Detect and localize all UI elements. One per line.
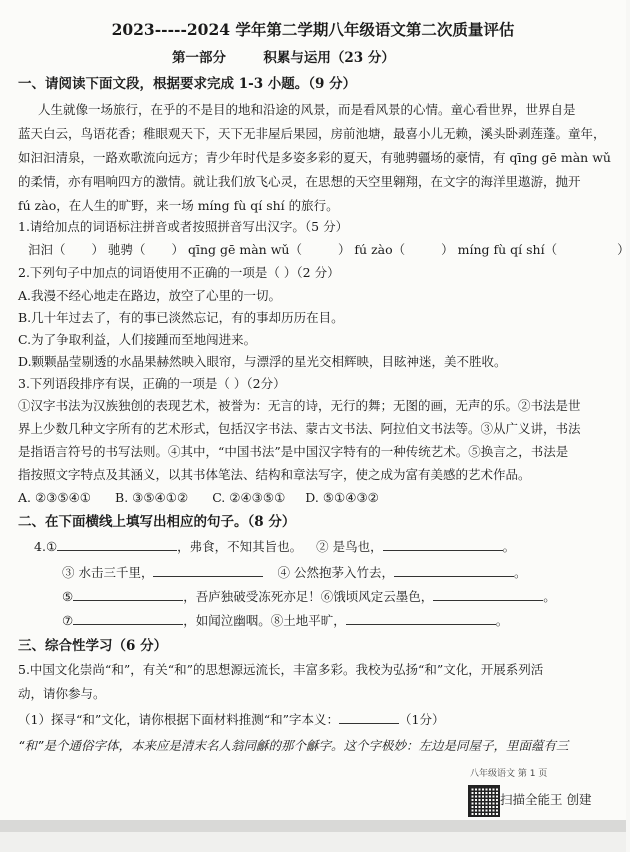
passage-line: 人生就像一场旅行，在乎的不是目的地和沿途的风景，而是看风景的心情。童心看世界，世界自是 — [38, 102, 576, 117]
answer-blank[interactable] — [153, 566, 263, 577]
answer-blank[interactable] — [383, 540, 503, 551]
q1-answer-row — [28, 242, 630, 258]
fill-text: ，如闻泣幽咽。⑧土地平旷， — [183, 613, 346, 628]
question-1: 1.请给加点的词语标注拼音或者按照拼音写出汉字。（5 分） — [18, 219, 349, 234]
fill-text: ① — [45, 539, 58, 554]
answer-blank[interactable] — [394, 566, 514, 577]
q3-text: 是指语言符号的书写法则。④其中，“中国书法”是中国汉字特有的一种传统艺术。⑤换言之，书法是 — [18, 444, 569, 459]
fill-line-4 — [62, 613, 612, 629]
q1-item: ） qīng gē màn wǔ（ — [171, 242, 302, 257]
part-label — [172, 50, 612, 66]
passage-line: fú zào，在人生的旷野，来一场 míng fù qí shí 的旅行。 — [18, 198, 339, 213]
q5-text: 5.中国文化崇尚“和”，有关“和”的思想源远流长，丰富多彩。我校为弘扬“和”文化，开展系列活 — [18, 662, 544, 677]
q3-text: ①汉字书法为汉族独创的表现艺术，被誉为：无言的诗，无行的舞；无图的画，无声的乐。②书法是世 — [18, 398, 581, 413]
fill-text: ③ 水击三千里， — [62, 565, 154, 580]
q3-text: 界上少数几种文字所有的艺术形式，包括汉字书法、蒙古文书法、阿拉伯文书法等。③从广义讲，书法 — [18, 421, 581, 436]
q3-option: C. ②④③⑤① — [212, 490, 286, 505]
fill-line-2 — [62, 565, 612, 581]
fill-text: 。 — [495, 613, 509, 628]
section2-heading: 二、在下面横线上填写出相应的句子。（8 分） — [18, 514, 296, 530]
q5-sub1-text: （1）探寻“和”文化，请你根据下面材料推测“和”字本义： — [18, 712, 340, 727]
q1-item: ） míng fù qí shí（ — [441, 242, 558, 257]
q4-label: 4. — [34, 539, 46, 554]
passage-line: 如汩汩清泉，一路欢歌流向远方；青少年时代是多姿多彩的夏天，有驰骋疆场的豪情，有 qīng gē màn wǔ — [18, 150, 611, 165]
material-text: “和”是个通俗字体，本来应是清末名人翁同龢的那个龢字。这个字极妙：左边是同屋子，里面蕴有三 — [18, 738, 569, 753]
q3-option: A. ②③⑤④① — [18, 490, 92, 505]
fill-text: ④ 公然抱茅入竹去， — [277, 565, 394, 580]
fill-text: 。 — [513, 565, 527, 580]
q1-item: ） 驰骋（ — [91, 242, 146, 257]
section3-heading: 三、综合性学习（6 分） — [18, 638, 168, 654]
question-2: 2.下列句子中加点的词语使用不正确的一项是（ ）（2 分） — [18, 265, 340, 280]
q2-option: B.几十年过去了，有的事已淡然忘记，有的事却历历在目。 — [18, 310, 344, 325]
fill-text: ⑦ — [62, 613, 74, 628]
q3-options — [18, 490, 612, 506]
page-note: 八年级语文 第 1 页 — [470, 769, 548, 779]
question-3: 3.下列语段排序有误，正确的一项是（ ）（2分） — [18, 376, 286, 391]
passage-line: 的柔情，亦有唱响四方的激情。就让我们放飞心灵，在思想的天空里翱翔，在文字的海洋里遨游，抛开 — [18, 174, 581, 189]
q1-item: ） — [617, 242, 630, 257]
fill-line-1 — [34, 539, 612, 555]
answer-blank[interactable] — [339, 713, 399, 724]
fill-text: 。 — [543, 589, 556, 604]
answer-blank[interactable] — [433, 590, 543, 601]
fill-text: ② 是鸟也， — [316, 539, 383, 554]
answer-blank[interactable] — [346, 614, 496, 625]
q5-text: 动，请你参与。 — [18, 686, 106, 701]
q2-option: D.颗颗晶莹剔透的水晶果赫然映入眼帘，与漂浮的星光交相辉映，目眩神迷，美不胜收。 — [18, 354, 507, 369]
fill-text: 。 — [502, 539, 516, 554]
part-number: 第一部分 — [172, 50, 226, 66]
section1-heading: 一、请阅读下面文段，根据要求完成 1-3 小题。（9 分） — [18, 76, 357, 92]
q2-option: C.为了争取利益，人们接踵而至地闯进来。 — [18, 332, 257, 347]
q1-item: 汩汩（ — [28, 242, 66, 257]
page-divider — [0, 820, 626, 832]
fill-text: ，弗食，不知其旨也。 — [177, 539, 303, 554]
qr-code-icon — [468, 785, 500, 817]
passage-line: 蓝天白云，鸟语花香；稚眼观天下，天下无非屋后果园，房前池塘，最喜小儿无赖，溪头卧剥莲蓬。童年， — [18, 126, 606, 141]
answer-blank[interactable] — [57, 540, 177, 551]
next-page-edge — [0, 832, 626, 852]
q2-option: A.我漫不经心地走在路边，放空了心里的一切。 — [18, 288, 282, 303]
q5-sub1-score: （1分） — [399, 712, 445, 727]
fill-text: ，吾庐独破受冻死亦足！⑥饿顷风定云墨色， — [183, 589, 434, 604]
scanner-watermark: 扫描全能王 创建 — [500, 792, 592, 807]
exam-title: 2023-----2024 学年第二学期八年级语文第二次质量评估 — [111, 20, 515, 39]
q1-item: ） fú zào（ — [337, 242, 406, 257]
q3-option: B. ③⑤④①② — [115, 490, 189, 505]
answer-blank[interactable] — [73, 590, 183, 601]
part-subtitle: 积累与运用（23 分） — [263, 50, 395, 66]
q3-text: 指按照文字特点及其涵义，以其书体笔法、结构和章法写字，使之成为富有美感的艺术作品。 — [18, 467, 531, 482]
answer-blank[interactable] — [73, 614, 183, 625]
fill-line-3 — [62, 589, 612, 605]
fill-text: ⑤ — [62, 589, 74, 604]
q5-sub1 — [18, 712, 612, 728]
q3-option: D. ⑤①④③② — [305, 490, 379, 505]
